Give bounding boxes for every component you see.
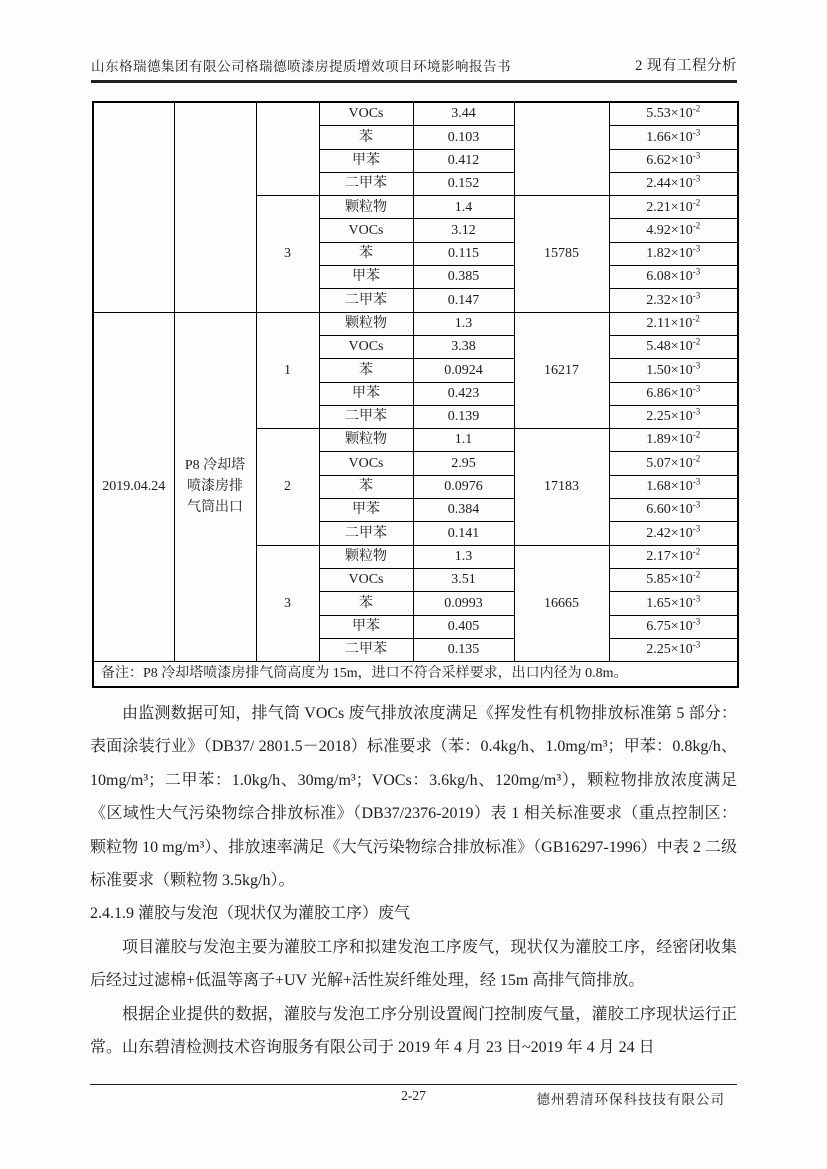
exponent: -3 <box>692 499 701 510</box>
concentration-cell: 0.139 <box>413 405 514 428</box>
exponent: -2 <box>692 569 701 580</box>
pollutant-cell: VOCs <box>319 568 413 591</box>
concentration-cell: 0.147 <box>413 289 514 312</box>
emission-rate-cell: $6.08\times 10^{-3}$ <box>609 266 738 289</box>
flow-rate-cell: 17183 <box>514 429 609 545</box>
sample-number-cell: 3 <box>256 545 319 661</box>
emission-rate-cell: $2.25\times 10^{-3}$ <box>609 405 738 428</box>
body-text <box>90 697 737 1064</box>
emission-rate-cell: $2.17\times 10^{-2}$ <box>609 545 738 568</box>
pollutant-cell: 甲苯 <box>319 149 413 172</box>
emission-rate-cell: $1.66\times 10^{-3}$ <box>609 126 738 149</box>
emission-rate-cell: $6.75\times 10^{-3}$ <box>609 615 738 638</box>
exponent: -3 <box>692 383 701 394</box>
emission-rate-cell: $2.25\times 10^{-3}$ <box>609 638 738 661</box>
emission-rate-cell: $6.62\times 10^{-3}$ <box>609 149 738 172</box>
pollutant-cell: 甲苯 <box>319 499 413 522</box>
flow-rate-cell <box>514 102 609 196</box>
exponent: -3 <box>692 406 701 417</box>
date-cell: 2019.04.24 <box>93 312 174 661</box>
sample-number-cell: 3 <box>256 196 319 312</box>
sample-number-cell: 2 <box>256 429 319 545</box>
emission-rate-cell: $1.68\times 10^{-3}$ <box>609 475 738 498</box>
concentration-cell: 1.4 <box>413 196 514 219</box>
page-footer <box>90 1084 737 1109</box>
exponent: -2 <box>692 429 701 440</box>
emission-rate-cell: $2.44\times 10^{-3}$ <box>609 172 738 195</box>
exponent: -3 <box>692 243 701 254</box>
emission-rate-cell: $5.48\times 10^{-2}$ <box>609 335 738 358</box>
sample-number-cell <box>256 102 319 196</box>
pollutant-cell: 苯 <box>319 475 413 498</box>
exponent: -3 <box>692 126 701 137</box>
pollutant-cell: VOCs <box>319 335 413 358</box>
concentration-cell: 0.385 <box>413 266 514 289</box>
pollutant-cell: 二甲苯 <box>319 522 413 545</box>
table-row <box>93 102 738 126</box>
emission-rate-cell: $1.50\times 10^{-3}$ <box>609 359 738 382</box>
paragraph-monitoring-conclusion: 由监测数据可知，排气筒 VOCs 废气排放浓度满足《挥发性有机物排放标准第 5 部分：表面涂装行业》（DB37/ 2801.5－2018）标准要求（苯：0.4kg/h、1.0mg/m³；甲苯：0.8kg/h、10mg/m³；二甲苯：1.0kg/h、30mg/m³；VOCs：3.6kg/h、120mg/m³），颗粒物排放浓度满足《区域性大气污染物综合排放标准》（DB37/2376-2019）表 1 相关标准要求（重点控制区：颗粒物 10 mg/m³）、排放速率满足《大气污染物综合排放标准》（GB16297-1996）中表 2 二级标准要求（颗粒物 3.5kg/h）。 <box>90 705 737 890</box>
header-doc-title: 山东格瑞德集团有限公司格瑞德喷漆房提质增效项目环境影响报告书 <box>91 59 511 74</box>
location-cell: P8 冷却塔喷漆房排气筒出口 <box>174 312 256 661</box>
emission-rate-cell: $4.92\times 10^{-2}$ <box>609 219 738 242</box>
pollutant-cell: 二甲苯 <box>319 289 413 312</box>
concentration-cell: 3.38 <box>413 335 514 358</box>
exponent: -2 <box>692 313 700 324</box>
pollutant-cell: 颗粒物 <box>319 312 413 335</box>
concentration-cell: 0.103 <box>413 126 514 149</box>
monitoring-table <box>92 101 739 688</box>
exponent: -3 <box>692 616 701 627</box>
pollutant-cell: 二甲苯 <box>319 405 413 428</box>
pollutant-cell: 苯 <box>319 126 413 149</box>
concentration-cell: 0.384 <box>413 499 514 522</box>
exponent: -2 <box>692 546 701 557</box>
pollutant-cell: 颗粒物 <box>319 196 413 219</box>
location-cell <box>174 102 256 312</box>
concentration-cell: 0.405 <box>413 615 514 638</box>
header-chapter-label: 2 现有工程分析 <box>635 58 737 74</box>
pollutant-cell: 甲苯 <box>319 615 413 638</box>
exponent: -3 <box>692 592 701 603</box>
concentration-cell: 2.95 <box>413 452 514 475</box>
emission-rate-cell: $5.07\times 10^{-2}$ <box>609 452 738 475</box>
concentration-cell: 0.152 <box>413 172 514 195</box>
concentration-cell: 0.0976 <box>413 475 514 498</box>
exponent: -3 <box>692 173 701 184</box>
exponent: -3 <box>692 290 701 301</box>
concentration-cell: 0.423 <box>413 382 514 405</box>
pollutant-cell: 甲苯 <box>319 382 413 405</box>
pollutant-cell: 苯 <box>319 359 413 382</box>
emission-rate-cell: $2.21\times 10^{-2}$ <box>609 196 738 219</box>
pollutant-cell: 颗粒物 <box>319 429 413 452</box>
emission-rate-cell: $5.53\times 10^{-2}$ <box>609 102 738 126</box>
exponent: -2 <box>692 336 701 347</box>
concentration-cell: 3.12 <box>413 219 514 242</box>
concentration-cell: 3.51 <box>413 568 514 591</box>
emission-rate-cell: $5.85\times 10^{-2}$ <box>609 568 738 591</box>
emission-rate-cell: $6.86\times 10^{-3}$ <box>609 382 738 405</box>
page-number: 2-27 <box>401 1088 426 1103</box>
exponent: -2 <box>692 220 701 231</box>
page-header <box>91 54 737 83</box>
exponent: -2 <box>692 453 701 464</box>
exponent: -2 <box>692 103 701 114</box>
flow-rate-cell: 15785 <box>514 196 609 312</box>
exponent: -3 <box>692 639 701 650</box>
concentration-cell: 0.412 <box>413 149 514 172</box>
emission-rate-cell: $2.11\times 10^{-2}$ <box>609 312 738 335</box>
paragraph-glue-foam-process: 项目灌胶与发泡主要为灌胶工序和拟建发泡工序废气，现状仅为灌胶工序，经密闭收集后经过过滤棉+低温等离子+UV 光解+活性炭纤维处理，经 15m 高排气筒排放。 <box>90 938 737 990</box>
flow-rate-cell: 16665 <box>514 545 609 661</box>
paragraph-company-monitoring-dates: 根据企业提供的数据，灌胶与发泡工序分别设置阀门控制废气量，灌胶工序现状运行正常。山东碧清检测技术咨询服务有限公司于 2019 年 4 月 23 日~2019 年 4 月 24 日 <box>90 1005 737 1057</box>
emission-rate-cell: $2.42\times 10^{-3}$ <box>609 522 738 545</box>
pollutant-cell: VOCs <box>319 102 413 126</box>
pollutant-cell: VOCs <box>319 452 413 475</box>
exponent: -3 <box>692 523 701 533</box>
table-note-row <box>93 662 738 687</box>
concentration-cell: 0.141 <box>413 522 514 545</box>
concentration-cell: 1.3 <box>413 312 514 335</box>
emission-rate-cell: $1.65\times 10^{-3}$ <box>609 592 738 615</box>
emission-rate-cell: $1.89\times 10^{-2}$ <box>609 429 738 452</box>
pollutant-cell: 甲苯 <box>319 266 413 289</box>
exponent: -3 <box>692 266 701 277</box>
concentration-cell: 0.0993 <box>413 592 514 615</box>
emission-rate-cell: $1.82\times 10^{-3}$ <box>609 242 738 265</box>
exponent: -3 <box>692 150 701 161</box>
pollutant-cell: 颗粒物 <box>319 545 413 568</box>
emission-rate-cell: $6.60\times 10^{-3}$ <box>609 499 738 522</box>
pollutant-cell: 苯 <box>319 592 413 615</box>
pollutant-cell: 苯 <box>319 242 413 265</box>
concentration-cell: 1.3 <box>413 545 514 568</box>
pollutant-cell: 二甲苯 <box>319 638 413 661</box>
concentration-cell: 1.1 <box>413 429 514 452</box>
flow-rate-cell: 16217 <box>514 312 609 428</box>
concentration-cell: 0.135 <box>413 638 514 661</box>
concentration-cell: 3.44 <box>413 102 514 126</box>
section-heading-2-4-1-9: 2.4.1.9 灌胶与发泡（现状仅为灌胶工序）废气 <box>90 905 411 923</box>
emission-rate-cell: $2.32\times 10^{-3}$ <box>609 289 738 312</box>
table-row <box>93 312 738 335</box>
concentration-cell: 0.0924 <box>413 359 514 382</box>
date-cell <box>93 102 174 312</box>
sample-number-cell: 1 <box>256 312 319 428</box>
concentration-cell: 0.115 <box>413 242 514 265</box>
exponent: -2 <box>692 196 701 207</box>
exponent: -3 <box>692 476 701 487</box>
footer-company-name: 德州碧清环保科技技有限公司 <box>536 1092 725 1107</box>
pollutant-cell: 二甲苯 <box>319 172 413 195</box>
exponent: -3 <box>692 359 701 370</box>
table-note: 备注：P8 冷却塔喷漆房排气筒高度为 15m，进口不符合采样要求，出口内径为 0.8m。 <box>93 662 738 687</box>
pollutant-cell: VOCs <box>319 219 413 242</box>
